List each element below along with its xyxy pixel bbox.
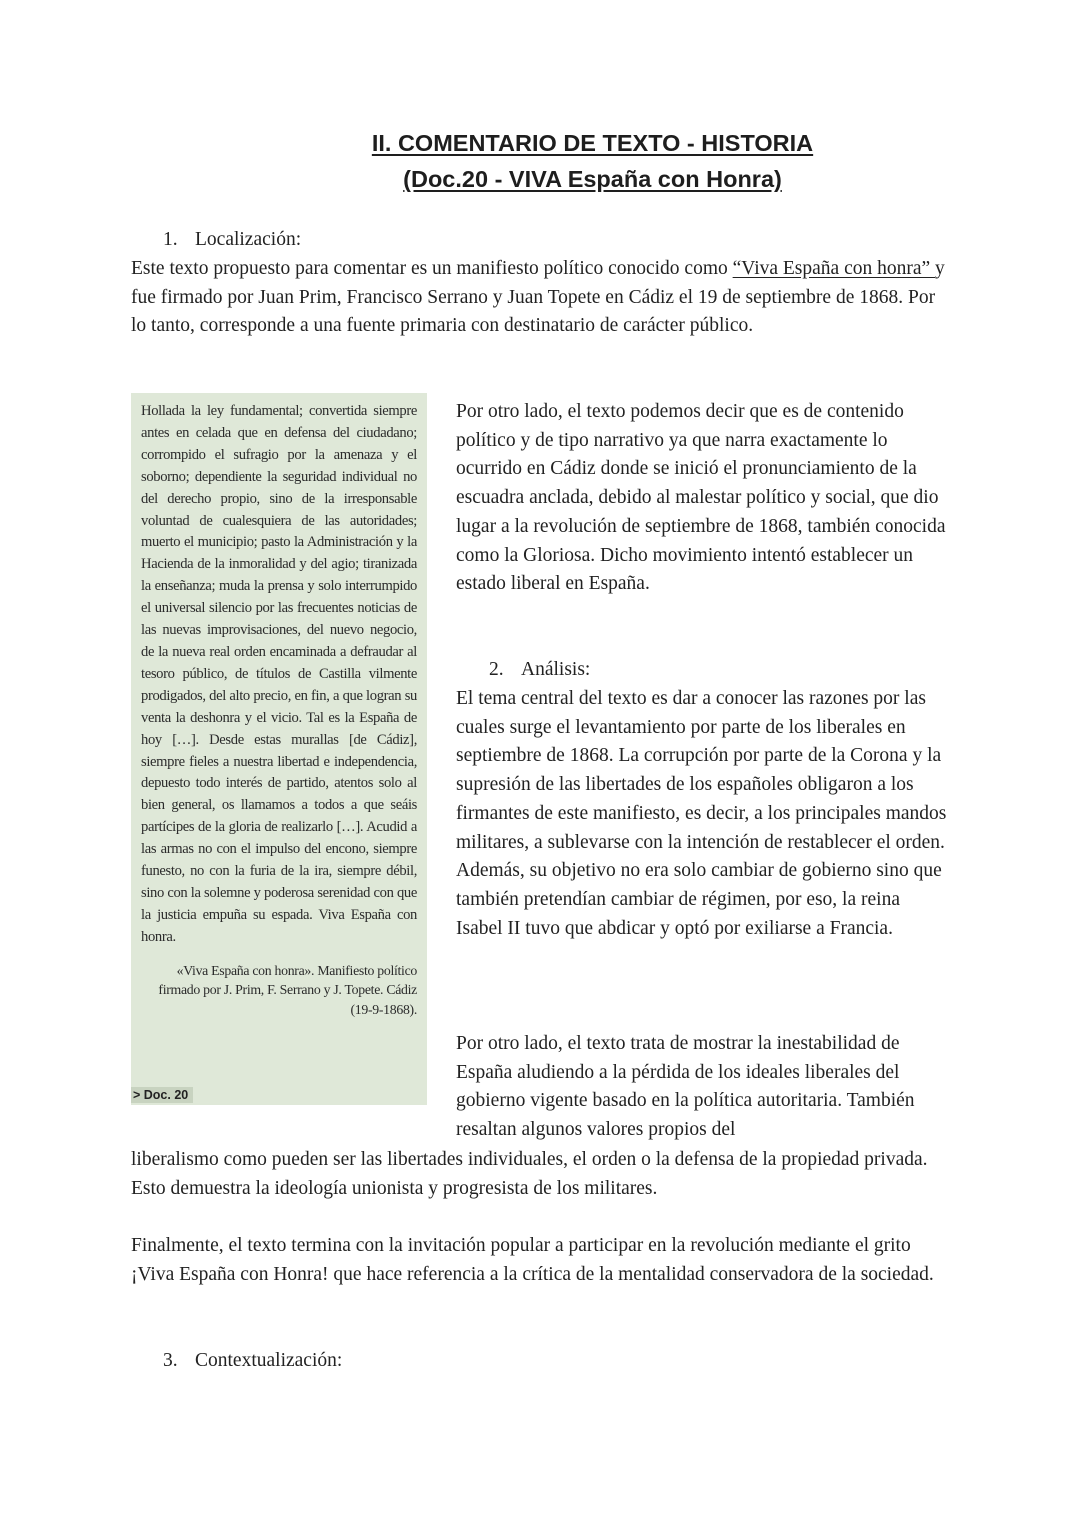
section-number: 3. — [163, 1350, 178, 1371]
section-number: 2. — [489, 659, 504, 680]
page-title: II. COMENTARIO DE TEXTO - HISTORIA — [371, 130, 814, 156]
document-excerpt-text: Hollada la ley fundamental; convertida siempre antes en celada que en defensa del ciudadano; corrompido el sufragio por la amenaza y el soborno; dependiente la seguridad individual no del derecho propio, sino de la irresponsable voluntad de cualesquiera de las autoridades; muerto el municipio; pasto la Administración y la Hacienda de la inmoralidad y del agio; tiranizada la enseñanza; muda la prensa y solo interrumpido el universal silencio por las frecuentes noticias de las nuevas improvisaciones, del nuevo negocio, de la nueva real orden encaminada a defraudar al tesoro público, de títulos de Castilla vilmente prodigados, del alto precio, en fin, a que logran su venta la deshonra y el vicio. Tal es la España de hoy […]. Desde estas murallas [de Cádiz], siempre fieles a nuestra libertad e independencia, depuesto todo interés de partido, atentos solo al bien general, os llamamos a todos a que seáis partícipes de la gloria de realizarlo […]. Acudid a las armas no con el impulso del encono, siempre funesto, no con la furia de la ira, siempre débil, sino con la solemne y poderosa serenidad con que la justicia empuña su espada. Viva España con honra. — [141, 403, 417, 945]
analysis-paragraph: El tema central del texto es dar a conocer las razones por las cuales surge el levantamiento por parte de los liberales en septiembre de 1868. La corrupción por parte de la Corona y la supresión de las libertades de los españoles obligaron a los firmantes de este manifiesto, es decir, a los principales mandos militares, a sublevarse con la intención de restablecer el orden. Además, su objetivo no era solo cambiar de gobierno sino que también pretendían cambiar de régimen, por eso, la reina Isabel II tuvo que abdicar y optó por exiliarse a Francia. — [456, 688, 947, 939]
paragraph-text: Este texto propuesto para comentar es un manifiesto político conocido como — [131, 258, 733, 279]
analysis-paragraph-3: Finalmente, el texto termina con la invitación popular a participar en la revolución mediante el grito ¡Viva España con Honra! que hace referencia a la crítica de la mentalidad conservadora de la sociedad. — [131, 1235, 934, 1285]
document-excerpt — [131, 393, 427, 1105]
content-type-paragraph: Por otro lado, el texto podemos decir que es de contenido político y de tipo narrativo ya que narra exactamente lo ocurrido en Cádiz donde se inició el pronunciamiento de la escuadra anclada, debido al malestar político y social, que dio lugar a la revolución de septiembre de 1868, también conocida como la Gloriosa. Dicho movimiento intentó establecer un estado liberal en España. — [456, 401, 946, 595]
section-heading-localizacion — [163, 226, 301, 255]
paragraph-text: y fue firmado por Juan Prim, Francisco Serrano y Juan Topete en Cádiz el 19 de septiembre de 1868. Por lo tanto, corresponde a una fuente primaria con destinatario de carácter público. — [131, 258, 945, 337]
document-title-underlined: “Viva España con honra” — [732, 258, 936, 279]
analysis-paragraph-2-start: Por otro lado, el texto trata de mostrar la inestabilidad de España aludiendo a la pérdida de los ideales liberales del gobierno vigente basado en la política autoritaria. También resaltan algunos valores propios del — [456, 1033, 915, 1141]
section-heading-contextualizacion — [163, 1347, 342, 1376]
section-number: 1. — [163, 229, 178, 250]
section-heading-analisis — [489, 656, 590, 685]
page-subtitle: (Doc.20 - VIVA España con Honra) — [403, 166, 782, 192]
section-title: Contextualización: — [195, 1350, 343, 1371]
document-label: > Doc. 20 — [131, 1087, 193, 1103]
analysis-paragraph-2-end: liberalismo como pueden ser las libertades individuales, el orden o la defensa de la propiedad privada. Esto demuestra la ideología unionista y progresista de los militares. — [131, 1149, 928, 1199]
document-source: «Viva España con honra». Manifiesto político firmado por J. Prim, F. Serrano y J. Topete. Cádiz (19-9-1868). — [158, 962, 417, 1018]
section-title: Localización: — [195, 229, 302, 250]
section-title: Análisis: — [521, 659, 591, 680]
localizacion-paragraph — [131, 255, 951, 341]
